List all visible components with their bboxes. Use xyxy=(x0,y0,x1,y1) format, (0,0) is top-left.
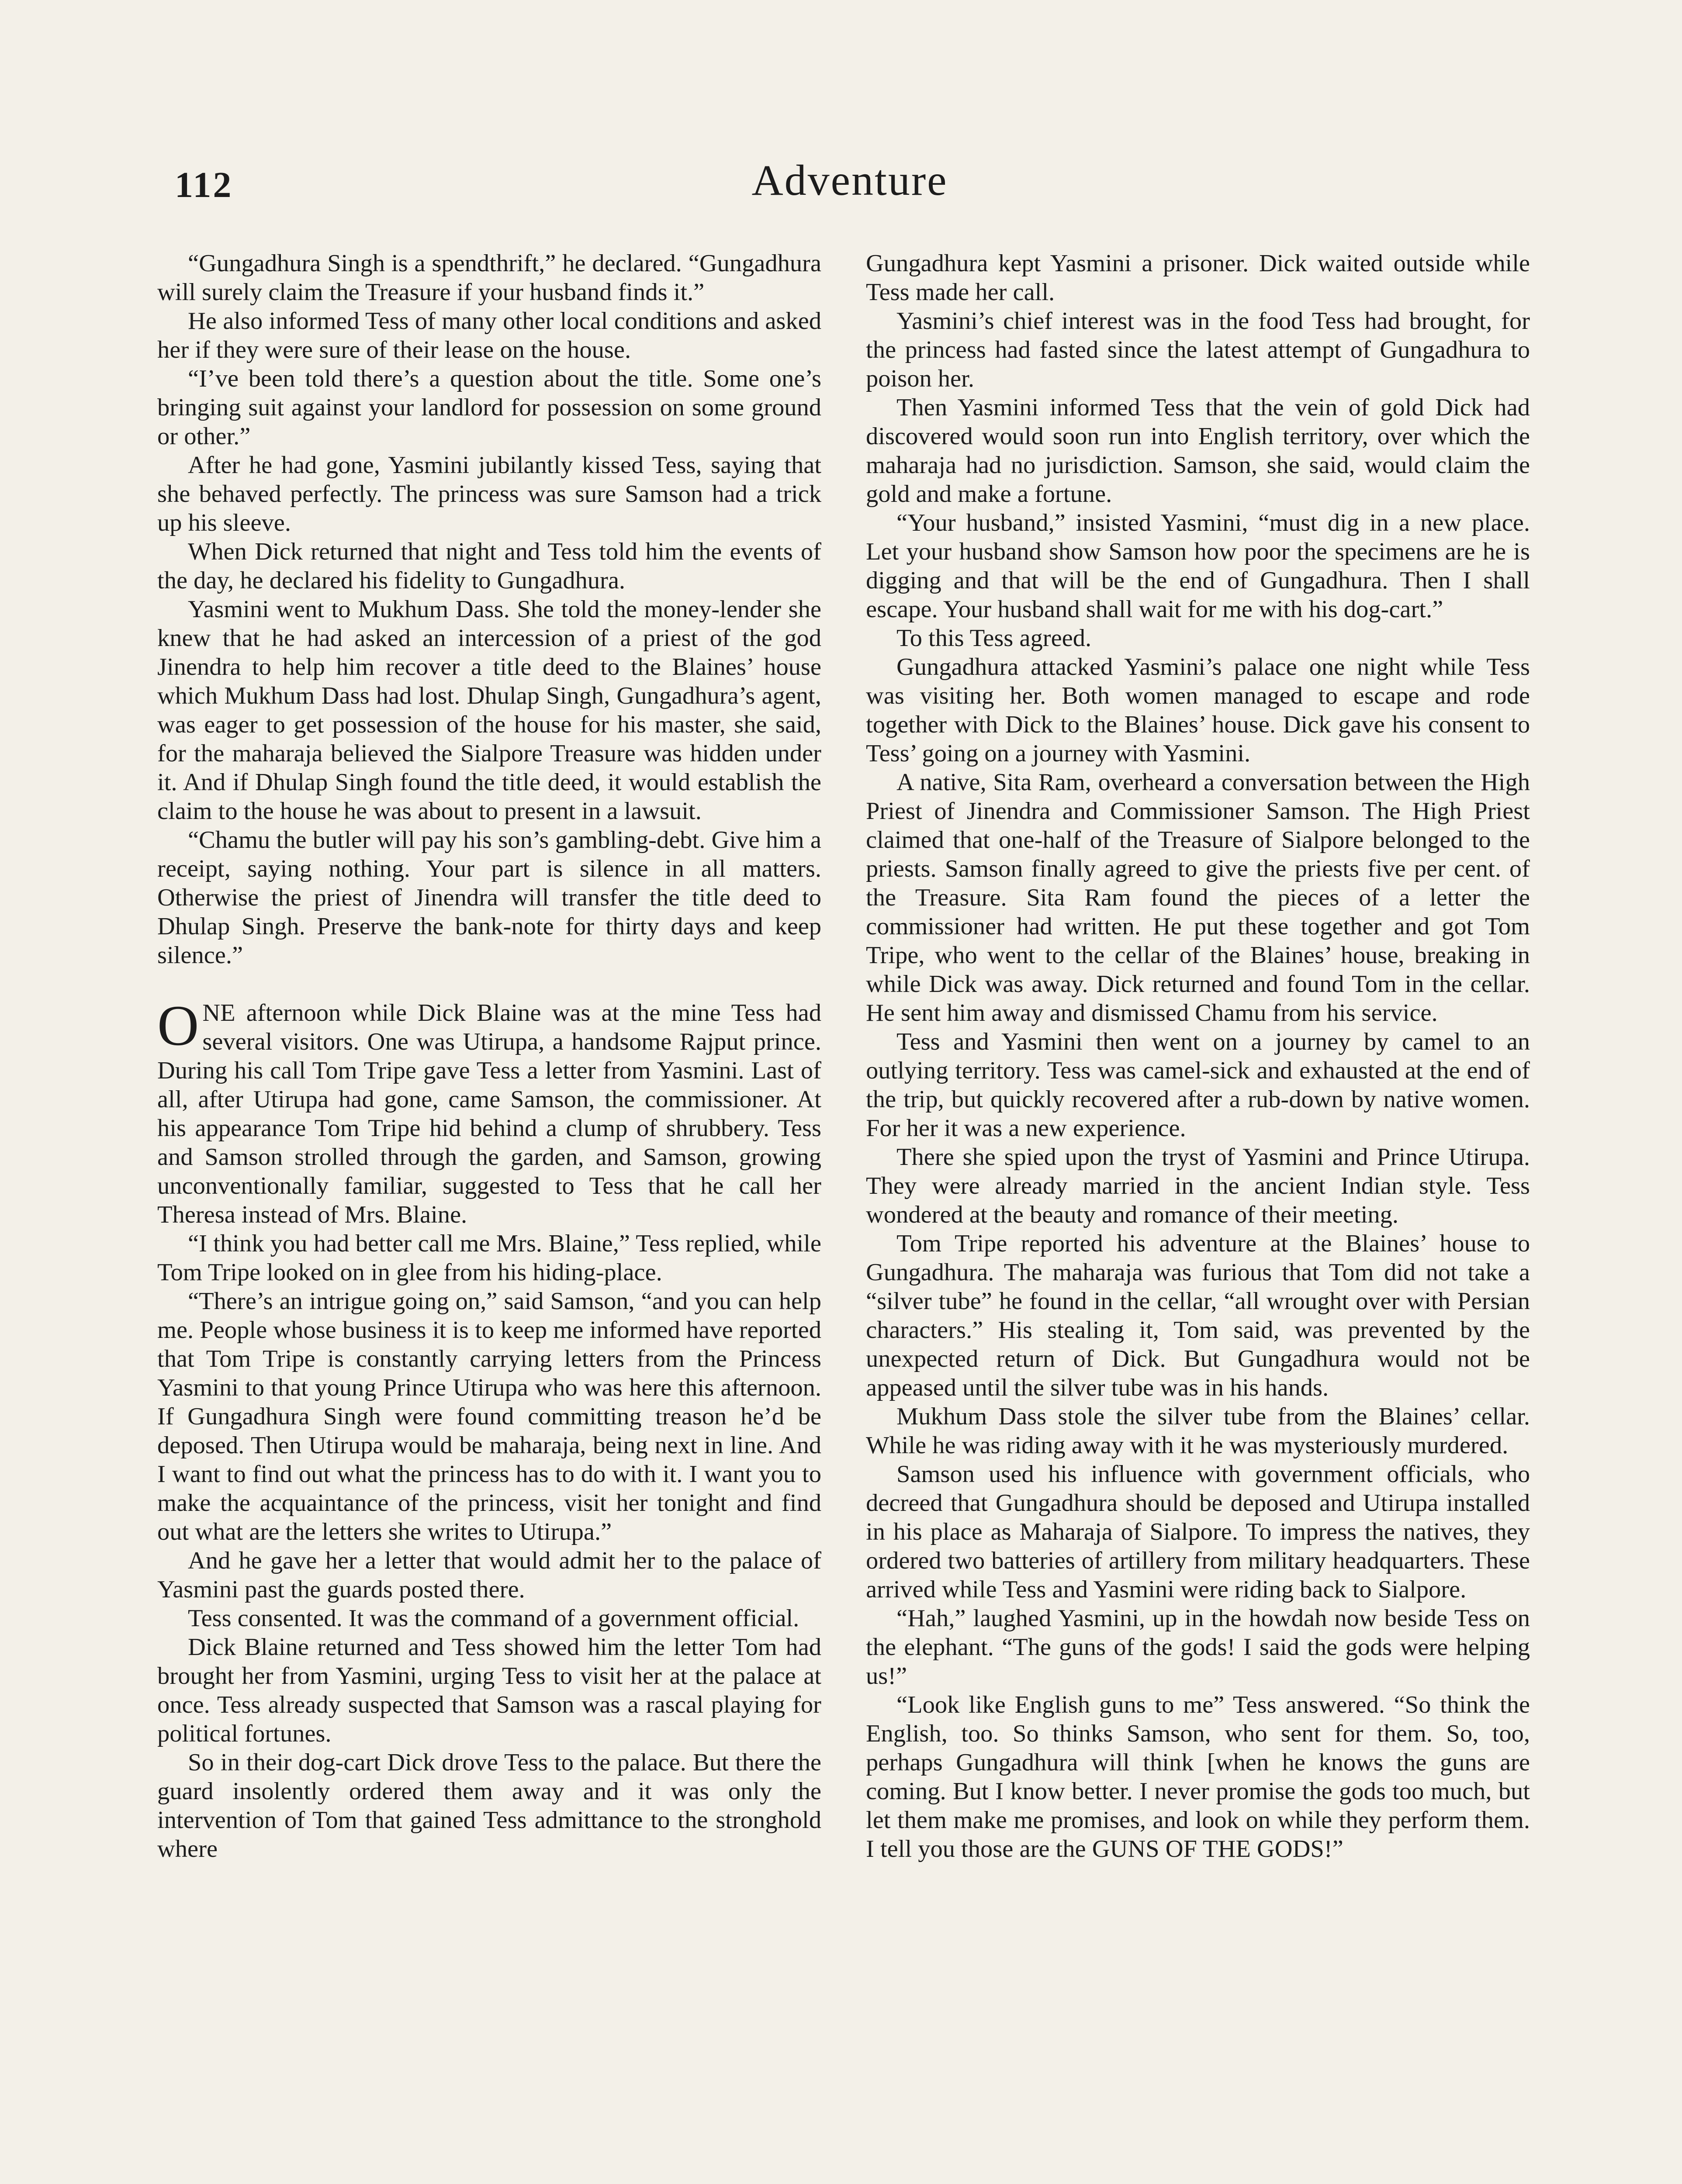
paragraph: “I think you had better call me Mrs. Blaine,” Tess replied, while Tom Tripe looked on in glee from his hiding-place. xyxy=(157,1230,821,1286)
right-column xyxy=(866,249,1530,1863)
paragraph: Yasmini’s chief interest was in the food Tess had brought, for the princess had fasted since the latest attempt of Gungadhura to poison her. xyxy=(866,308,1530,392)
paragraph: Mukhum Dass stole the silver tube from the Blaines’ cellar. While he was riding away with it he was mysteriously murdered. xyxy=(866,1403,1530,1459)
section-opening-paragraph xyxy=(157,993,821,1229)
paragraph: Samson used his influence with government officials, who decreed that Gungadhura should be deposed and Utirupa installed in his place as Maharaja of Sialpore. To impress the natives, they ordered two batteries of artillery from military headquarters. These arrived while Tess and Yasmini were riding back to Sialpore. xyxy=(866,1461,1530,1603)
paragraph: “Your husband,” insisted Yasmini, “must dig in a new place. Let your husband show Samson how poor the specimens are he is digging and that will be the end of Gungadhura. Then I shall escape. Your husband shall wait for me with his dog-cart.” xyxy=(866,509,1530,623)
paragraph: When Dick returned that night and Tess told him the events of the day, he declared his fidelity to Gungadhura. xyxy=(157,538,821,594)
section-opening-text: NE afternoon while Dick Blaine was at the mine Tess had several visitors. One was Utirupa, a handsome Rajput prince. During his call Tom Tripe gave Tess a letter from Yasmini. Last of all, after Utirupa had gone, came Samson, the commissioner. At his appearance Tom Tripe hid behind a clump of shrubbery. Tess and Samson strolled through the garden, and Samson, growing unconventionally familiar, suggested to Tess that he call her Theresa instead of Mrs. Blaine. xyxy=(157,999,821,1228)
paragraph: Tess consented. It was the command of a government official. xyxy=(188,1605,799,1632)
paragraph: “Hah,” laughed Yasmini, up in the howdah now beside Tess on the elephant. “The guns of the gods! I said the gods were helping us!” xyxy=(866,1605,1530,1690)
paragraph: Yasmini went to Mukhum Dass. She told the money-lender she knew that he had asked an intercession of a priest of the god Jinendra to help him recover a title deed to the Blaines’ house which Mukhum Dass had lost. Dhulap Singh, Gungadhura’s agent, was eager to get possession of the house for his master, she said, for the maharaja believed the Sialpore Treasure was hidden under it. And if Dhulap Singh found the title deed, it would establish the claim to the house he was about to present in a lawsuit. xyxy=(157,596,821,825)
paragraph: “I’ve been told there’s a question about the title. Some one’s bringing suit against your landlord for possession on some ground or other.” xyxy=(157,365,821,450)
paragraph: He also informed Tess of many other local conditions and asked her if they were sure of their lease on the house. xyxy=(157,308,821,363)
paragraph: Tom Tripe reported his adventure at the Blaines’ house to Gungadhura. The maharaja was furious that Tom did not take a “silver tube” he found in the cellar, “all wrought over with Persian characters.” His stealing it, Tom said, was prevented by the unexpected return of Dick. But Gungadhura would not be appeased until the silver tube was in his hands. xyxy=(866,1230,1530,1401)
paragraph: “Look like English guns to me” Tess answered. “So think the English, too. So thinks Samson, who sent for them. So, too, perhaps Gungadhura will think [when he knows the guns are coming. But I know better. I never promise the gods too much, but let them make me promises, and look on while they perform them. I tell you those are the GUNS OF THE GODS!” xyxy=(866,1691,1530,1863)
paragraph: Gungadhura attacked Yasmini’s palace one night while Tess was visiting her. Both women managed to escape and rode together with Dick to the Blaines’ house. Dick gave his consent to Tess’ going on a journey with Yasmini. xyxy=(866,653,1530,767)
page-header xyxy=(175,155,1525,221)
paragraph: “Gungadhura Singh is a spendthrift,” he declared. “Gungadhura will surely claim the Treasure if your husband finds it.” xyxy=(157,250,821,306)
paragraph: And he gave her a letter that would admit her to the palace of Yasmini past the guards posted there. xyxy=(157,1547,821,1603)
page-number: 112 xyxy=(175,165,233,205)
paragraph: Then Yasmini informed Tess that the vein of gold Dick had discovered would soon run into English territory, over which the maharaja had no jurisdiction. Samson, she said, would claim the gold and make a fortune. xyxy=(866,394,1530,508)
paragraph: “There’s an intrigue going on,” said Samson, “and you can help me. People whose business it is to keep me informed have reported that Tom Tripe is constantly carrying letters from the Princess Yasmini to that young Prince Utirupa who was here this afternoon. If Gungadhura Singh were found committing treason he’d be deposed. Then Utirupa would be maharaja, being next in line. And I want to find out what the princess has to do with it. I want you to make the acquaintance of the princess, visit her tonight and find out what are the letters she writes to Utirupa.” xyxy=(157,1288,821,1545)
paragraph: Dick Blaine returned and Tess showed him the letter Tom had brought her from Yasmini, urging Tess to visit her at the palace at once. Tess already suspected that Samson was a rascal playing for political fortunes. xyxy=(157,1634,821,1747)
paragraph: To this Tess agreed. xyxy=(896,625,1092,652)
paragraph: “Chamu the butler will pay his son’s gambling-debt. Give him a receipt, saying nothing. Your part is silence in all matters. Otherwise the priest of Jinendra will transfer the title deed to Dhulap Singh. Preserve the bank-note for thirty days and keep silence.” xyxy=(157,826,821,969)
left-column xyxy=(157,249,821,1863)
paragraph: Gungadhura kept Yasmini a prisoner. Dick waited outside while Tess made her call. xyxy=(866,250,1530,306)
drop-cap: O xyxy=(157,993,199,1057)
paragraph: So in their dog-cart Dick drove Tess to the palace. But there the guard insolently ordered them away and it was only the intervention of Tom that gained Tess admittance to the stronghold where xyxy=(157,1749,821,1863)
paragraph: A native, Sita Ram, overheard a conversation between the High Priest of Jinendra and Commissioner Samson. The High Priest claimed that one-half of the Treasure of Sialpore belonged to the priests. Samson finally agreed to give the priests five per cent. of the Treasure. Sita Ram found the pieces of a letter the commissioner had written. He put these together and got Tom Tripe, who went to the cellar of the Blaines’ house, breaking in while Dick was away. Dick returned and found Tom in the cellar. He sent him away and dismissed Chamu from his service. xyxy=(866,769,1530,1026)
magazine-title: Adventure xyxy=(751,156,948,204)
paragraph: Tess and Yasmini then went on a journey by camel to an outlying territory. Tess was camel-sick and exhausted at the end of the trip, but quickly recovered after a rub-down by native women. For her it was a new experience. xyxy=(866,1028,1530,1142)
paragraph: There she spied upon the tryst of Yasmini and Prince Utirupa. They were already married in the ancient Indian style. Tess wondered at the beauty and romance of their meeting. xyxy=(866,1144,1530,1228)
paragraph: After he had gone, Yasmini jubilantly kissed Tess, saying that she behaved perfectly. The princess was sure Samson had a trick up his sleeve. xyxy=(157,452,821,536)
